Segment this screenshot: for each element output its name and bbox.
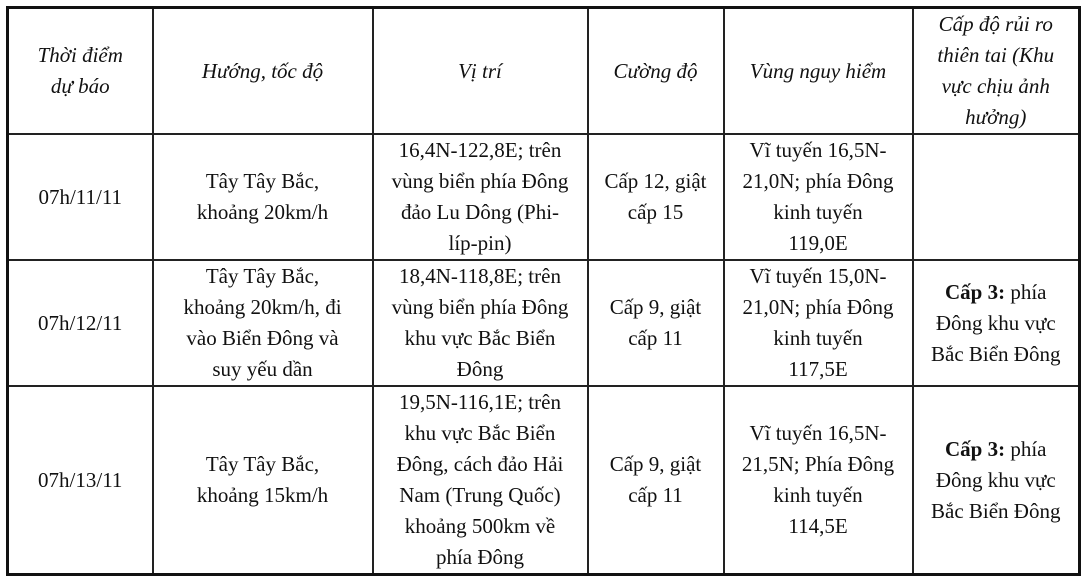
table-row bbox=[8, 134, 1080, 260]
cell-direction: Tây Tây Bắc, khoảng 15km/h bbox=[153, 386, 373, 575]
cell-risk bbox=[913, 386, 1080, 575]
cell-time: 07h/11/11 bbox=[8, 134, 153, 260]
risk-area: phía Đông khu vực Bắc Biển Đông bbox=[931, 436, 1061, 523]
table-row bbox=[8, 260, 1080, 386]
header-row bbox=[8, 8, 1080, 135]
risk-level: Cấp 3: bbox=[945, 436, 1006, 461]
cell-danger-zone: Vĩ tuyến 15,0N- 21,0N; phía Đông kinh tuyến 117,5E bbox=[724, 260, 913, 386]
table-row bbox=[8, 386, 1080, 575]
header-intensity: Cường độ bbox=[588, 8, 724, 135]
cell-position: 19,5N-116,1E; trên khu vực Bắc Biển Đông, cách đảo Hải Nam (Trung Quốc) khoảng 500km về phía Đông bbox=[373, 386, 588, 575]
cell-position: 16,4N-122,8E; trên vùng biển phía Đông đảo Lu Dông (Phi- líp-pin) bbox=[373, 134, 588, 260]
risk-area: phía Đông khu vực Bắc Biển Đông bbox=[931, 279, 1061, 366]
cell-risk bbox=[913, 260, 1080, 386]
cell-intensity: Cấp 9, giật cấp 11 bbox=[588, 386, 724, 575]
cell-time: 07h/12/11 bbox=[8, 260, 153, 386]
header-danger-zone: Vùng nguy hiểm bbox=[724, 8, 913, 135]
risk-level: Cấp 3: bbox=[945, 279, 1006, 304]
cell-intensity: Cấp 9, giật cấp 11 bbox=[588, 260, 724, 386]
header-position: Vị trí bbox=[373, 8, 588, 135]
cell-danger-zone: Vĩ tuyến 16,5N- 21,5N; Phía Đông kinh tuyến 114,5E bbox=[724, 386, 913, 575]
cell-direction: Tây Tây Bắc, khoảng 20km/h, đi vào Biển Đông và suy yếu dần bbox=[153, 260, 373, 386]
header-direction: Hướng, tốc độ bbox=[153, 8, 373, 135]
cell-risk bbox=[913, 134, 1080, 260]
header-time: Thời điểm dự báo bbox=[8, 8, 153, 135]
header-risk-level: Cấp độ rủi ro thiên tai (Khu vực chịu ảnh hưởng) bbox=[913, 8, 1080, 135]
forecast-table bbox=[6, 6, 1081, 576]
cell-position: 18,4N-118,8E; trên vùng biển phía Đông khu vực Bắc Biển Đông bbox=[373, 260, 588, 386]
cell-intensity: Cấp 12, giật cấp 15 bbox=[588, 134, 724, 260]
cell-direction: Tây Tây Bắc, khoảng 20km/h bbox=[153, 134, 373, 260]
cell-time: 07h/13/11 bbox=[8, 386, 153, 575]
cell-danger-zone: Vĩ tuyến 16,5N- 21,0N; phía Đông kinh tuyến 119,0E bbox=[724, 134, 913, 260]
